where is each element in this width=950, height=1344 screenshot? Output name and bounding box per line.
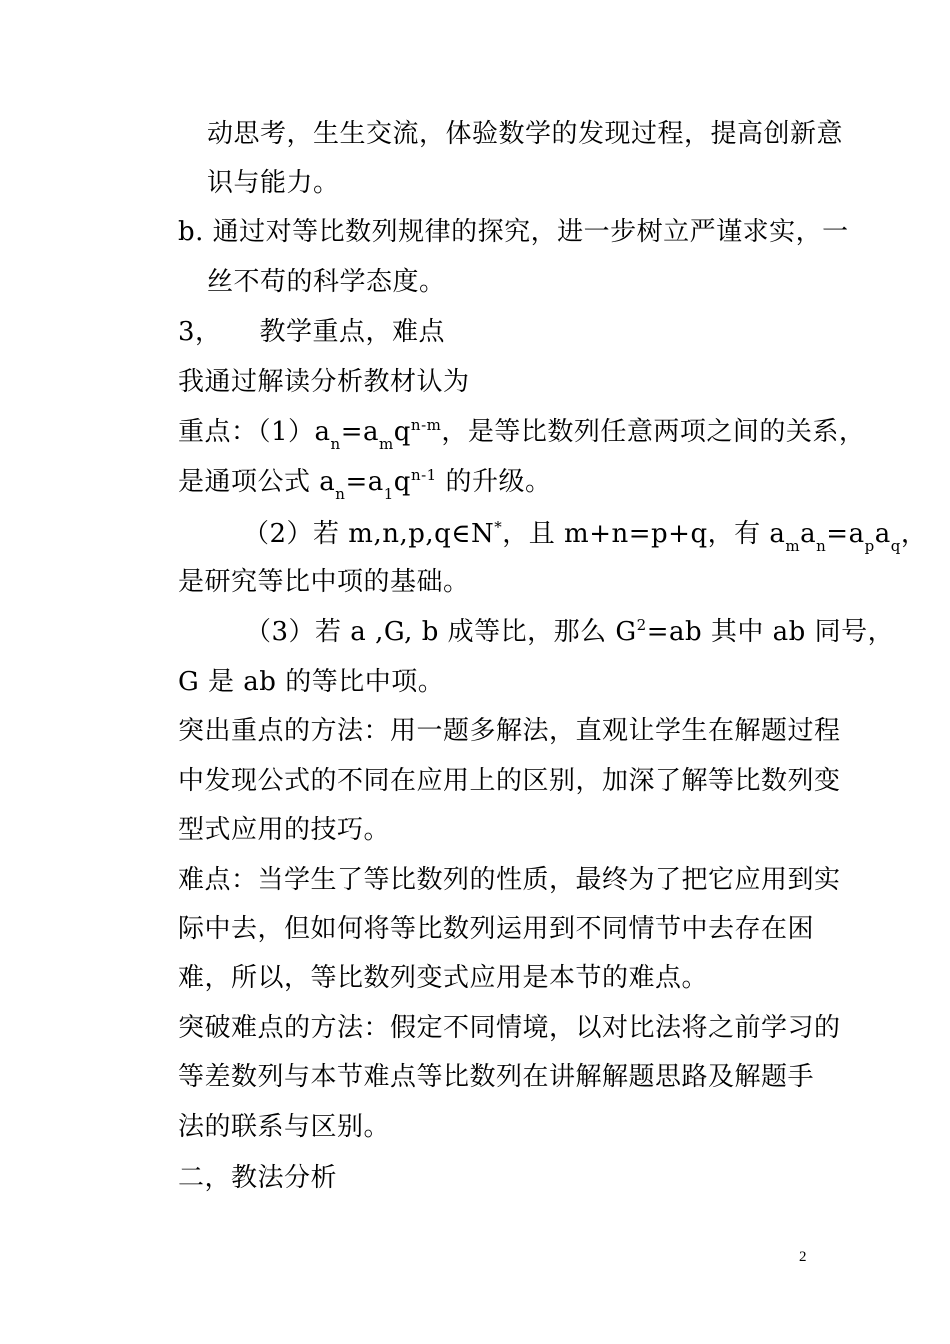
text-line bbox=[207, 167, 340, 199]
superscript: n-1 bbox=[410, 466, 437, 484]
subscript: m bbox=[785, 537, 801, 555]
text-span: =ab 其中 ab 同号， bbox=[646, 617, 895, 647]
text-span: 识与能力。 bbox=[207, 168, 340, 198]
text-line bbox=[178, 962, 708, 994]
text-line bbox=[178, 1111, 390, 1143]
text-span: 通过对等比数列规律的探究，进一步树立严谨求实，一 bbox=[203, 217, 849, 247]
text-span: 际中去，但如何将等比数列运用到不同情节中去存在困 bbox=[178, 914, 815, 944]
subscript: n bbox=[335, 485, 346, 503]
text-span: （2）若 m,n,p,q∈N bbox=[243, 519, 495, 549]
text-span: 法的联系与区别。 bbox=[178, 1112, 391, 1142]
text-line bbox=[178, 913, 814, 945]
text-span: =a bbox=[345, 467, 384, 497]
text-span: G 是 ab 的等比中项。 bbox=[178, 667, 445, 697]
page-number: 2 bbox=[799, 1249, 807, 1265]
text-span: a bbox=[874, 519, 891, 549]
text-span: 难，所以，等比数列变式应用是本节的难点。 bbox=[178, 963, 709, 993]
subscript: p bbox=[864, 537, 875, 555]
superscript: n-m bbox=[410, 416, 442, 434]
text-span: 型式应用的技巧。 bbox=[178, 815, 391, 845]
text-line bbox=[178, 366, 470, 398]
text-line bbox=[207, 266, 446, 298]
subscript: q bbox=[890, 537, 901, 555]
text-line bbox=[178, 765, 841, 797]
superscript: * bbox=[494, 518, 503, 536]
text-line bbox=[178, 666, 444, 698]
text-span: q bbox=[393, 467, 411, 497]
subscript: n bbox=[330, 435, 341, 453]
text-span: 等差数列与本节难点等比数列在讲解解题思路及解题手 bbox=[178, 1062, 815, 1092]
section-heading bbox=[178, 1162, 337, 1194]
text-span: ，是等比数列任意两项之间的关系， bbox=[441, 417, 866, 447]
text-span: =a bbox=[340, 417, 380, 447]
subscript: 1 bbox=[383, 485, 394, 503]
text-span: 动思考，生生交流，体验数学的发现过程，提高创新意 bbox=[207, 119, 844, 149]
text-span: 重点：（1）a bbox=[178, 417, 331, 447]
text-span: ，且 m+n=p+q，有 a bbox=[502, 519, 786, 549]
heading-text: 教学重点，难点 bbox=[259, 317, 446, 347]
text-span: 中发现公式的不同在应用上的区别，加深了解等比数列变 bbox=[178, 766, 841, 796]
formula-line bbox=[178, 466, 552, 503]
text-span: 是通项公式 a bbox=[178, 467, 336, 497]
text-span: 难点：当学生了等比数列的性质，最终为了把它应用到实 bbox=[178, 865, 841, 895]
subscript: n bbox=[816, 537, 827, 555]
text-span: q bbox=[393, 417, 411, 447]
text-line bbox=[178, 1012, 841, 1044]
section-heading bbox=[178, 316, 445, 348]
text-span: 突破难点的方法：假定不同情境，以对比法将之前学习的 bbox=[178, 1013, 841, 1043]
superscript: 2 bbox=[636, 616, 647, 634]
text-line bbox=[178, 566, 470, 598]
text-line bbox=[178, 216, 849, 248]
formula-line bbox=[245, 616, 894, 648]
list-marker: b. bbox=[178, 217, 204, 247]
text-span: 我通过解读分析教材认为 bbox=[178, 367, 470, 397]
text-line bbox=[178, 715, 841, 747]
text-line bbox=[178, 814, 390, 846]
subscript: m bbox=[379, 435, 394, 453]
text-line bbox=[178, 864, 841, 896]
text-line bbox=[207, 118, 843, 150]
formula-line bbox=[178, 416, 866, 453]
text-span: 是研究等比中项的基础。 bbox=[178, 567, 470, 597]
heading-number: 3， bbox=[178, 317, 222, 347]
heading-text: 二，教法分析 bbox=[178, 1163, 338, 1193]
text-span: a bbox=[800, 519, 817, 549]
text-span: 突出重点的方法：用一题多解法，直观让学生在解题过程 bbox=[178, 716, 841, 746]
text-span: ， bbox=[900, 519, 928, 549]
text-line bbox=[178, 1061, 814, 1093]
text-span: （3）若 a ,G, b 成等比，那么 G bbox=[245, 617, 637, 647]
text-span: 的升级。 bbox=[436, 467, 552, 497]
text-span: =a bbox=[826, 519, 865, 549]
formula-line bbox=[243, 518, 928, 555]
text-span: 丝不苟的科学态度。 bbox=[207, 267, 446, 297]
